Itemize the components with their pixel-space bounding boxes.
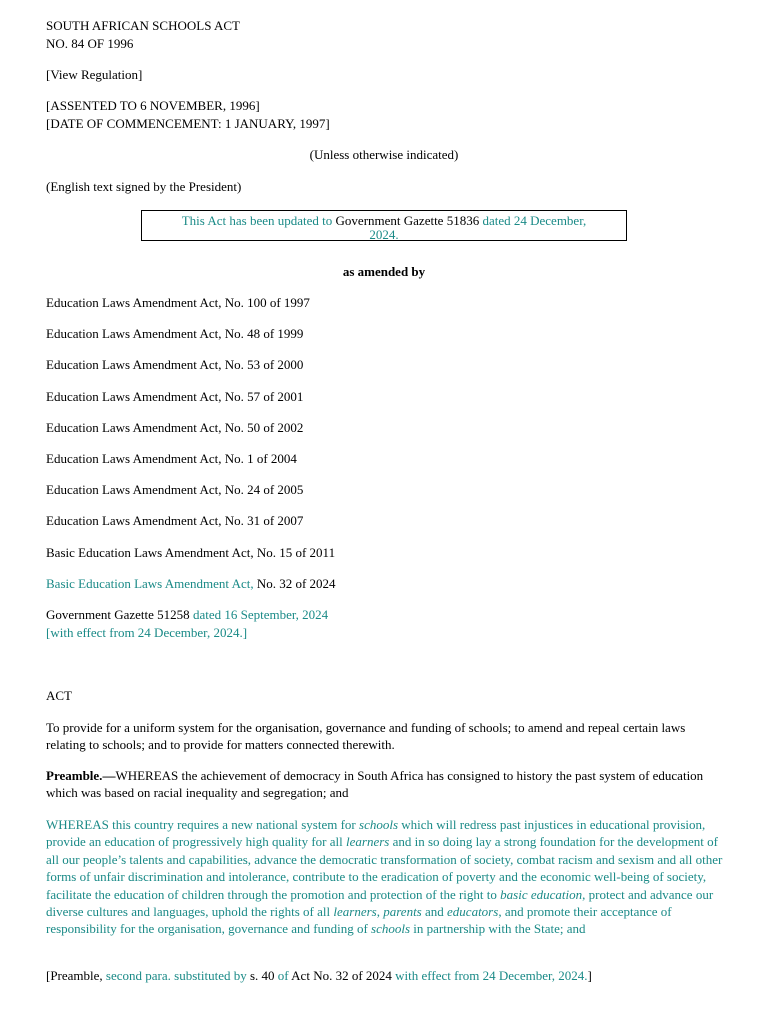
act-heading: ACT (46, 688, 72, 703)
substitution-second-para: second para. substituted by (105, 968, 247, 983)
substitution-act-link[interactable]: Act No. 32 of 2024 (288, 968, 396, 983)
amendment-item[interactable]: Education Laws Amendment Act, No. 100 of 1997 (46, 295, 310, 310)
update-notice-year: 2024. (369, 227, 399, 242)
amendment-item[interactable]: Education Laws Amendment Act, No. 57 of 2001 (46, 389, 304, 404)
whereas-text: and (421, 904, 448, 920)
last-amendment[interactable] (46, 576, 336, 592)
unless-indicated: (Unless otherwise indicated) (309, 147, 459, 162)
defined-term-learners[interactable]: learners (346, 834, 390, 850)
amended-by-heading: as amended by (342, 264, 426, 279)
preamble-paragraph (46, 767, 726, 802)
defined-term-schools[interactable]: schools (359, 817, 399, 832)
gazette-effect: [with effect from 24 December, 2024.] (46, 625, 248, 640)
whereas-text: which will redress past injustices in educational provision, provide an education of progressively high quality for all (46, 817, 706, 850)
gazette-dated: dated 16 September, 2024 (192, 607, 329, 622)
defined-term-schools[interactable]: schools (371, 921, 411, 937)
whereas-text: WHEREAS this country requires a new national system for (46, 817, 360, 832)
amendment-item[interactable]: Basic Education Laws Amendment Act, No. 15 of 2011 (46, 545, 336, 560)
english-text-note: (English text signed by the President) (46, 179, 242, 194)
whereas-text: , protect and advance our diverse cultures and languages, uphold the rights of all (46, 886, 714, 920)
preamble-label: Preamble. (46, 768, 103, 783)
defined-term-educators[interactable]: educators (447, 904, 499, 920)
gazette-line (46, 607, 328, 623)
substitution-open: [Preamble, (46, 968, 106, 983)
substitution-effect: with effect from 24 December, 2024. (395, 968, 588, 983)
defined-term-parents[interactable]: parents (383, 904, 422, 920)
commencement-date: [DATE OF COMMENCEMENT: 1 JANUARY, 1997] (46, 116, 330, 131)
substitution-note (46, 968, 592, 984)
update-notice-gazette[interactable]: Government Gazette 51836 (335, 213, 480, 228)
assented-date: [ASSENTED TO 6 NOVEMBER, 1996] (46, 98, 260, 113)
purpose-paragraph: To provide for a uniform system for the organisation, governance and funding of schools; to amend and repeal certain laws relating to schools; and to provide for matters connected therewith. (46, 720, 686, 753)
amendment-item[interactable]: Education Laws Amendment Act, No. 31 of 2007 (46, 513, 304, 528)
preamble-text: WHEREAS the achievement of democracy in South Africa has consigned to history the past system of education which was based on racial inequality and segregation; and (46, 768, 704, 801)
amendment-item[interactable]: Education Laws Amendment Act, No. 48 of 1999 (46, 326, 304, 341)
defined-term-learners[interactable]: learners (333, 904, 377, 920)
update-notice-box (141, 210, 627, 241)
gazette-reference[interactable]: Government Gazette 51258 (46, 607, 190, 622)
substitution-of: of (277, 968, 289, 983)
view-regulation-link[interactable]: [View Regulation] (46, 67, 143, 82)
whereas-paragraph (46, 816, 726, 938)
whereas-text: , (376, 904, 384, 920)
update-notice-prefix: This Act has been updated to (181, 213, 333, 228)
act-number: NO. 84 OF 1996 (46, 36, 134, 51)
whereas-text: , and promote their acceptance of responsibility for the organisation, governance and funding of (46, 904, 672, 937)
substitution-close: ] (587, 968, 592, 983)
amendment-item[interactable]: Education Laws Amendment Act, No. 50 of 2002 (46, 420, 304, 435)
amendment-item[interactable]: Education Laws Amendment Act, No. 24 of 2005 (46, 482, 304, 497)
amendment-item[interactable]: Education Laws Amendment Act, No. 1 of 2004 (46, 451, 297, 466)
update-notice-dated: dated 24 December, (482, 213, 587, 228)
whereas-text: and in so doing lay a strong foundation for the development of all our people’s talents and capabilities, advance the democratic transformation of society, combat racism and sexism and all other forms of unfair discrimination and intolerance, contribute to the eradication of poverty and the economic well-being of society, facilitate the education of children through the promotion and protection of the right to (46, 834, 723, 902)
last-amendment-name[interactable]: Basic Education Laws Amendment Act, (46, 576, 254, 591)
last-amendment-number: No. 32 of 2024 (256, 576, 336, 591)
amendment-item[interactable]: Education Laws Amendment Act, No. 53 of 2000 (46, 357, 304, 372)
whereas-text: in partnership with the State; and (410, 921, 586, 937)
preamble-dash: — (102, 768, 116, 783)
substitution-section-link[interactable]: s. 40 (246, 968, 278, 983)
defined-term-basic-education[interactable]: basic education (500, 886, 583, 902)
act-title: SOUTH AFRICAN SCHOOLS ACT (46, 18, 240, 33)
